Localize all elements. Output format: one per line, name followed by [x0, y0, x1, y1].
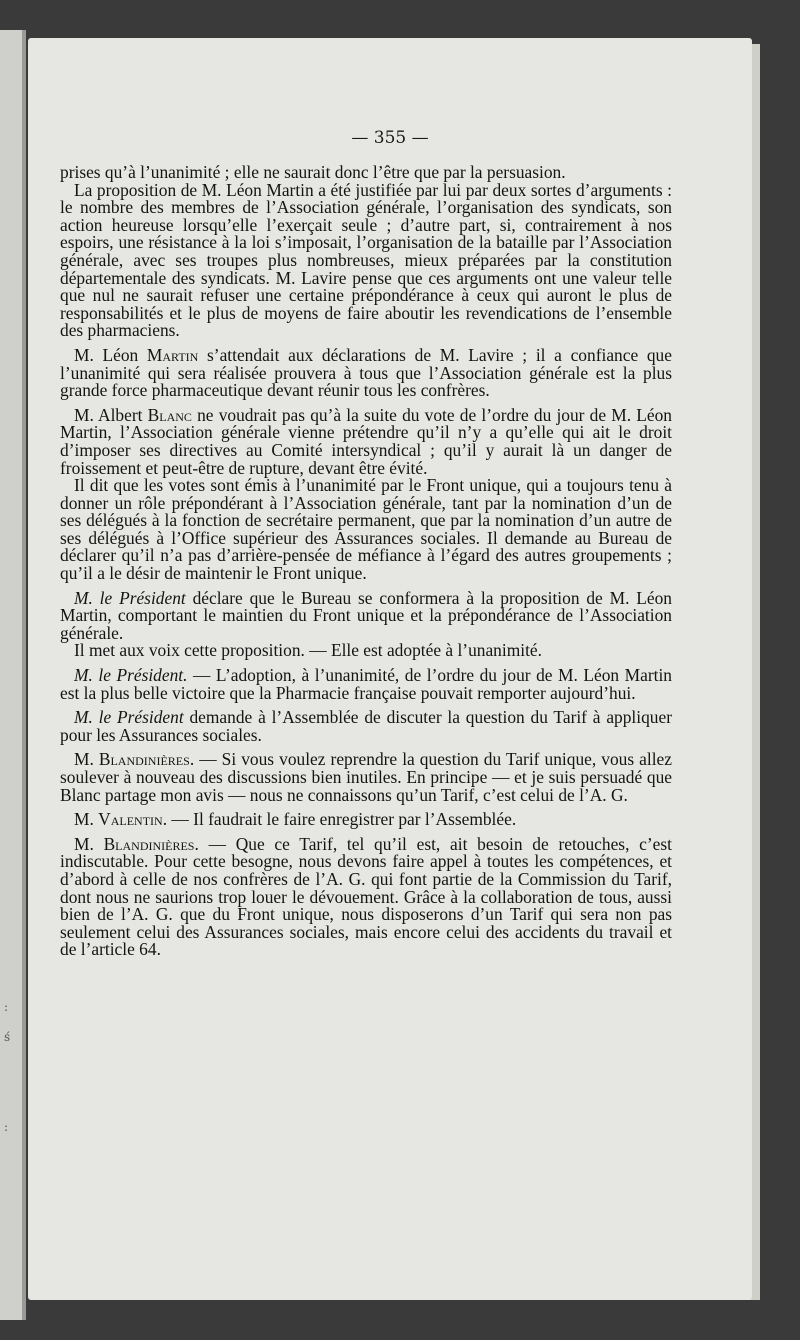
- paragraph: Il dit que les votes sont émis à l’unanimité par le Front unique, qui a toujours tenu à donner un rôle prépondérant à l’Association générale, tant par la nomination d’un de ses délégués à la fonction de secrétaire permanent, que par la nomination d’un autre de ses délégués à l’Office supérieur des Assurances sociales. Il demande au Bureau de déclarer qu’il n’a pas d’arrière-pensée de méfiance à l’égard des autres groupements ; qu’il a le désir de maintenir le Front unique.: [60, 475, 672, 584]
- paragraph: M. le Président demande à l’Assemblée de discuter la question du Tarif à appliquer pour les Assurances sociales.: [60, 707, 672, 745]
- paragraph: M. le Président. — L’adoption, à l’unanimité, de l’ordre du jour de M. Léon Martin est la plus belle victoire que la Pharmacie française pouvait remporter aujourd’hui.: [60, 665, 673, 703]
- paragraph: M. Blandinières. — Si vous voulez reprendre la question du Tarif unique, vous allez soulever à nouveau des discussions bien inutiles. En principe — et je suis persuadé que Blanc partage mon avis — nous ne connaissons qu’un Tarif, c’est celui de l’A. G.: [60, 749, 672, 805]
- paragraph: Il met aux voix cette proposition. — Elle est adoptée à l’unanimité.: [74, 640, 542, 661]
- margin-mark: :: [4, 1000, 9, 1014]
- page-number: — 355 —: [351, 128, 429, 148]
- speaker-name: Valentin: [98, 809, 163, 830]
- body-text: [60, 164, 672, 959]
- speaker-name: M. le Président: [74, 587, 186, 608]
- speaker-name: M. le Président: [74, 707, 184, 728]
- margin-mark: ś: [4, 1030, 11, 1044]
- paragraph: La proposition de M. Léon Martin a été justifiée par lui par deux sortes d’arguments : le nombre des membres de l’Association générale, l’organisation des syndicats, son action heureuse lorsqu’elle l’exerçait seule ; d’autre part, si, contrairement à nos espoirs, une résistance à la loi s’imposait, l’organisation de la bataille par l’Association générale, avec ses troupes plus nombreuses, mieux préparées par la constitution départementale des syndicats. M. Lavire pense que ces arguments ont une valeur telle que nul ne saurait refuser une certaine prépondérance à ceux qui auront le plus de responsabilités et le plus de moyens de faire aboutir les revendications de l’ensemble des pharmaciens.: [60, 179, 672, 341]
- paragraph: M. Léon Martin s’attendait aux déclarations de M. Lavire ; il a confiance que l’unanimité qui sera réalisée prouvera à tous que l’Association générale est la plus grande force pharmaceutique devant réunir tous les confrères.: [60, 344, 672, 401]
- adjacent-page-edge: [22, 30, 26, 1320]
- speaker-name: Martin: [146, 344, 199, 365]
- speaker-name: Blanc: [147, 404, 192, 425]
- margin-mark: :: [4, 1120, 9, 1134]
- paragraph: prises qu’à l’unanimité ; elle ne saurait donc l’être que par la persuasion.: [60, 162, 566, 182]
- speaker-name: Blandinières: [98, 749, 190, 770]
- document-page: [28, 38, 752, 1300]
- paragraph: M. Valentin. — Il faudrait le faire enregistrer par l’Assemblée.: [74, 809, 517, 830]
- paragraph: M. Blandinières. — Que ce Tarif, tel qu’il est, ait besoin de retouches, c’est indiscutable. Pour cette besogne, nous devons faire appel à toutes les compétences, et d’abord à celle de nos confrères de l’A. G. qui font partie de la Commission du Tarif, dont nous ne saurions trop louer le dévouement. Grâce à la collaboration de tous, aussi bien de l’A. G. que du Front unique, nous disposerons d’un Tarif qui sera non pas seulement celui des Assurances sociales, mais encore celui des accidents du travail et de l’article 64.: [60, 833, 672, 960]
- paragraph: M. Albert Blanc ne voudrait pas qu’à la suite du vote de l’ordre du jour de M. Léon Martin, l’Association générale vienne prétendre qu’il n’y a qu’elle qui ait le droit d’imposer ses directives au Comité intersyndical ; qu’il y aurait là un danger de froissement et peut-être de rupture, devant être évité.: [60, 404, 672, 478]
- speaker-name: M. le Président.: [74, 665, 188, 686]
- speaker-name: Blandinières: [103, 833, 195, 854]
- paragraph: M. le Président déclare que le Bureau se conformera à la proposition de M. Léon Martin, comportant le maintien du Front unique et la prépondérance de l’Association générale.: [60, 587, 673, 643]
